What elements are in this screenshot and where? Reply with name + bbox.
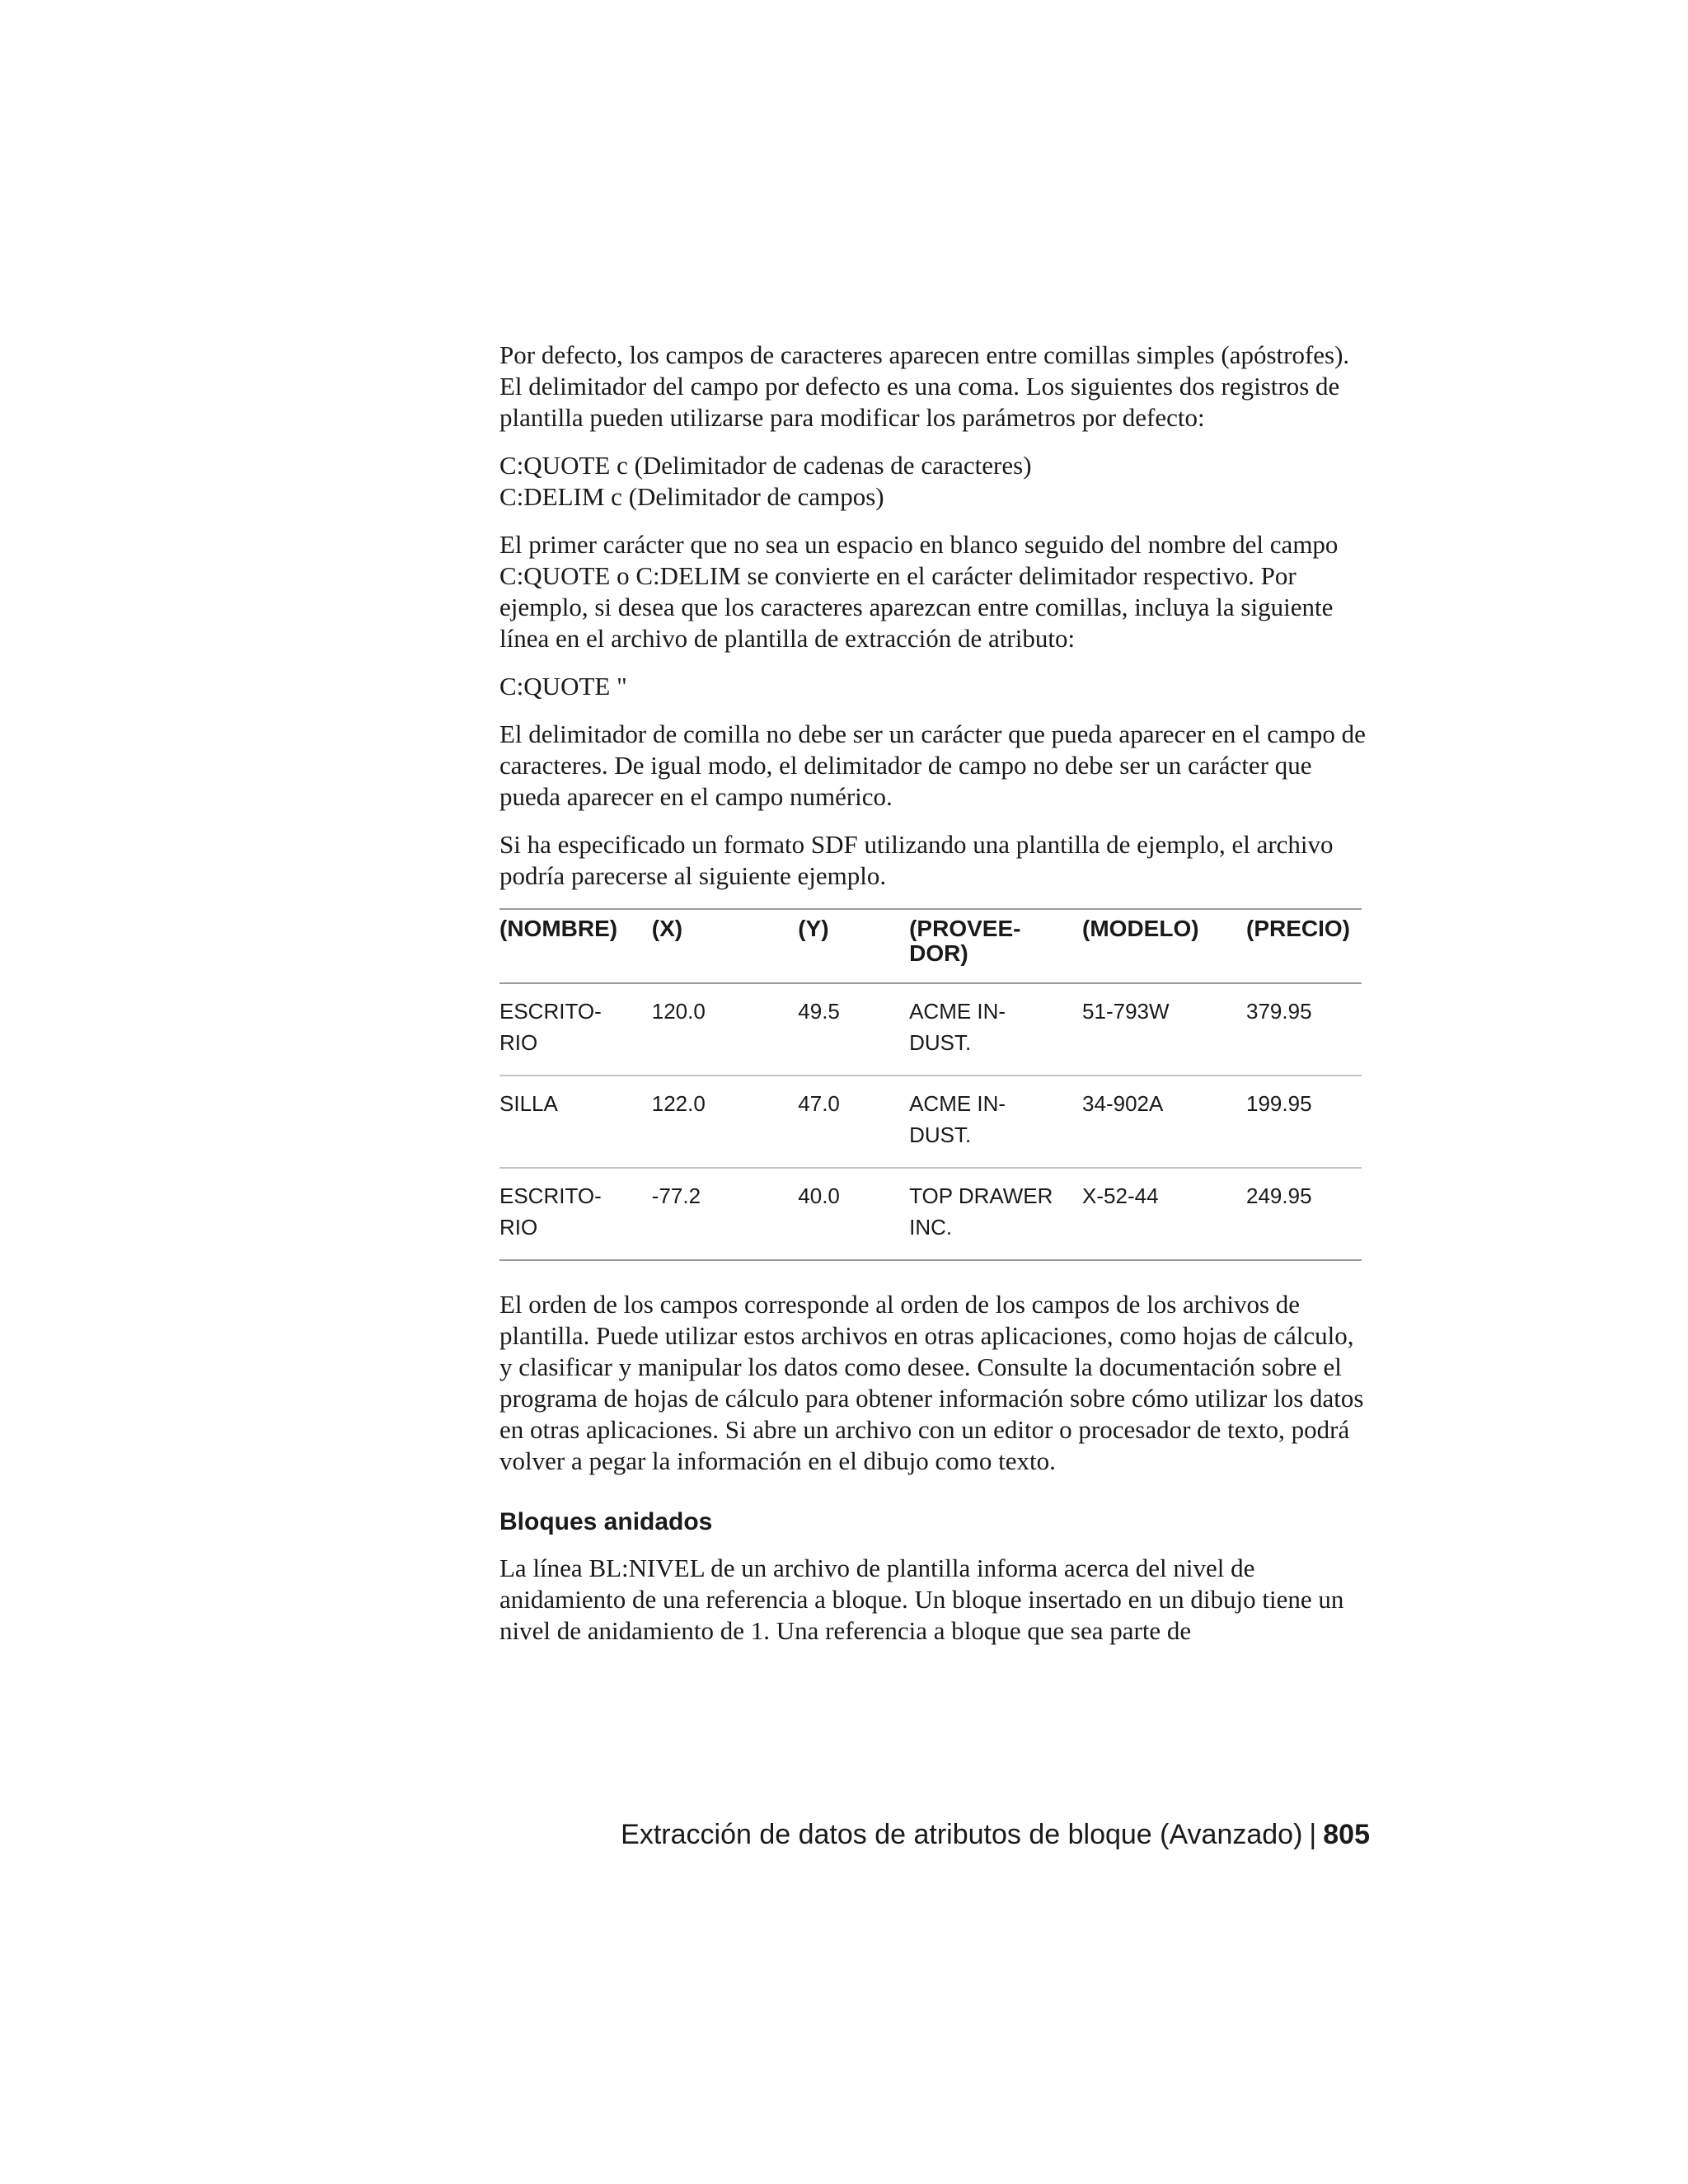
table-cell: 34-902A — [1082, 1076, 1246, 1168]
column-header: (Y) — [798, 909, 909, 983]
page-content — [499, 340, 1370, 1663]
code-line-quote-example: C:QUOTE " — [499, 672, 627, 701]
table-cell: ACME IN- DUST. — [909, 983, 1082, 1076]
section-heading-nested-blocks: Bloques anidados — [499, 1508, 713, 1535]
footer-title: Extracción de datos de atributos de bloque (Avanzado) — [621, 1819, 1303, 1850]
paragraph-first-character: El primer carácter que no sea un espacio en blanco seguido del nombre del campo C:QUOTE o C:DELIM se convierte en el carácter delimitador respectivo. Por ejemplo, si desea que los caracteres aparezcan entre comillas, incluya la siguiente línea en el archivo de plantilla de extracción de atributo: — [499, 530, 1339, 653]
table-cell: 122.0 — [652, 1076, 799, 1168]
table-cell: 379.95 — [1246, 983, 1362, 1076]
column-header: (PRECIO) — [1246, 909, 1362, 983]
column-header: (X) — [652, 909, 799, 983]
paragraph-delimiter-rules: El delimitador de comilla no debe ser un carácter que pueda aparecer en el campo de caracteres. De igual modo, el delimitador de campo no debe ser un carácter que pueda aparecer en el campo numérico. — [499, 719, 1366, 811]
table-row — [499, 1168, 1362, 1260]
table-row — [499, 1076, 1362, 1168]
paragraph-bl-nivel: La línea BL:NIVEL de un archivo de plantilla informa acerca del nivel de anidamiento de una referencia a bloque. Un bloque insertado en un dibujo tiene un nivel de anidamiento de 1. Una referencia a bloque que sea parte de — [499, 1554, 1344, 1645]
footer-separator: | — [1309, 1819, 1317, 1850]
table-cell: TOP DRAWER INC. — [909, 1168, 1082, 1260]
sdf-example-table — [499, 908, 1362, 1261]
paragraph-sdf-format: Si ha especificado un formato SDF utilizando una plantilla de ejemplo, el archivo podría parecerse al siguiente ejemplo. — [499, 830, 1334, 890]
code-block-quote-example — [499, 671, 1370, 702]
table-cell: 47.0 — [798, 1076, 909, 1168]
paragraph-default-delimiters: Por defecto, los campos de caracteres aparecen entre comillas simples (apóstrofes). El delimitador del campo por defecto es una coma. Los siguientes dos registros de plantilla pueden utilizarse para modificar los parámetros por defecto: — [499, 340, 1350, 432]
table-cell: 49.5 — [798, 983, 909, 1076]
table-cell: X-52-44 — [1082, 1168, 1246, 1260]
table-cell: ESCRITO- RIO — [499, 983, 652, 1076]
table-cell: SILLA — [499, 1076, 652, 1168]
paragraph-field-order: El orden de los campos corresponde al orden de los campos de los archivos de plantilla. Puede utilizar estos archivos en otras aplicaciones, como hojas de cálculo, y clasificar y manipular los datos como desee. Consulte la documentación sobre el programa de hojas de cálculo para obtener información sobre cómo utilizar los datos en otras aplicaciones. Si abre un archivo con un editor o procesador de texto, podrá volver a pegar la información en el dibujo como texto. — [499, 1290, 1364, 1475]
code-line-delim: C:DELIM c (Delimitador de campos) — [499, 482, 884, 511]
code-line-quote: C:QUOTE c (Delimitador de cadenas de caracteres) — [499, 451, 1032, 480]
column-header: (MODELO) — [1082, 909, 1246, 983]
table-cell: 120.0 — [652, 983, 799, 1076]
table-header-row — [499, 909, 1362, 983]
table-cell: -77.2 — [652, 1168, 799, 1260]
column-header: (PROVEE- DOR) — [909, 909, 1082, 983]
column-header: (NOMBRE) — [499, 909, 652, 983]
code-block-template-records — [499, 450, 1370, 513]
table-cell: ACME IN- DUST. — [909, 1076, 1082, 1168]
page-footer — [621, 1818, 1370, 1851]
table-cell: 249.95 — [1246, 1168, 1362, 1260]
page-number: 805 — [1323, 1819, 1370, 1850]
table-cell: 40.0 — [798, 1168, 909, 1260]
table-row — [499, 983, 1362, 1076]
table-cell: ESCRITO- RIO — [499, 1168, 652, 1260]
table-cell: 199.95 — [1246, 1076, 1362, 1168]
table-cell: 51-793W — [1082, 983, 1246, 1076]
